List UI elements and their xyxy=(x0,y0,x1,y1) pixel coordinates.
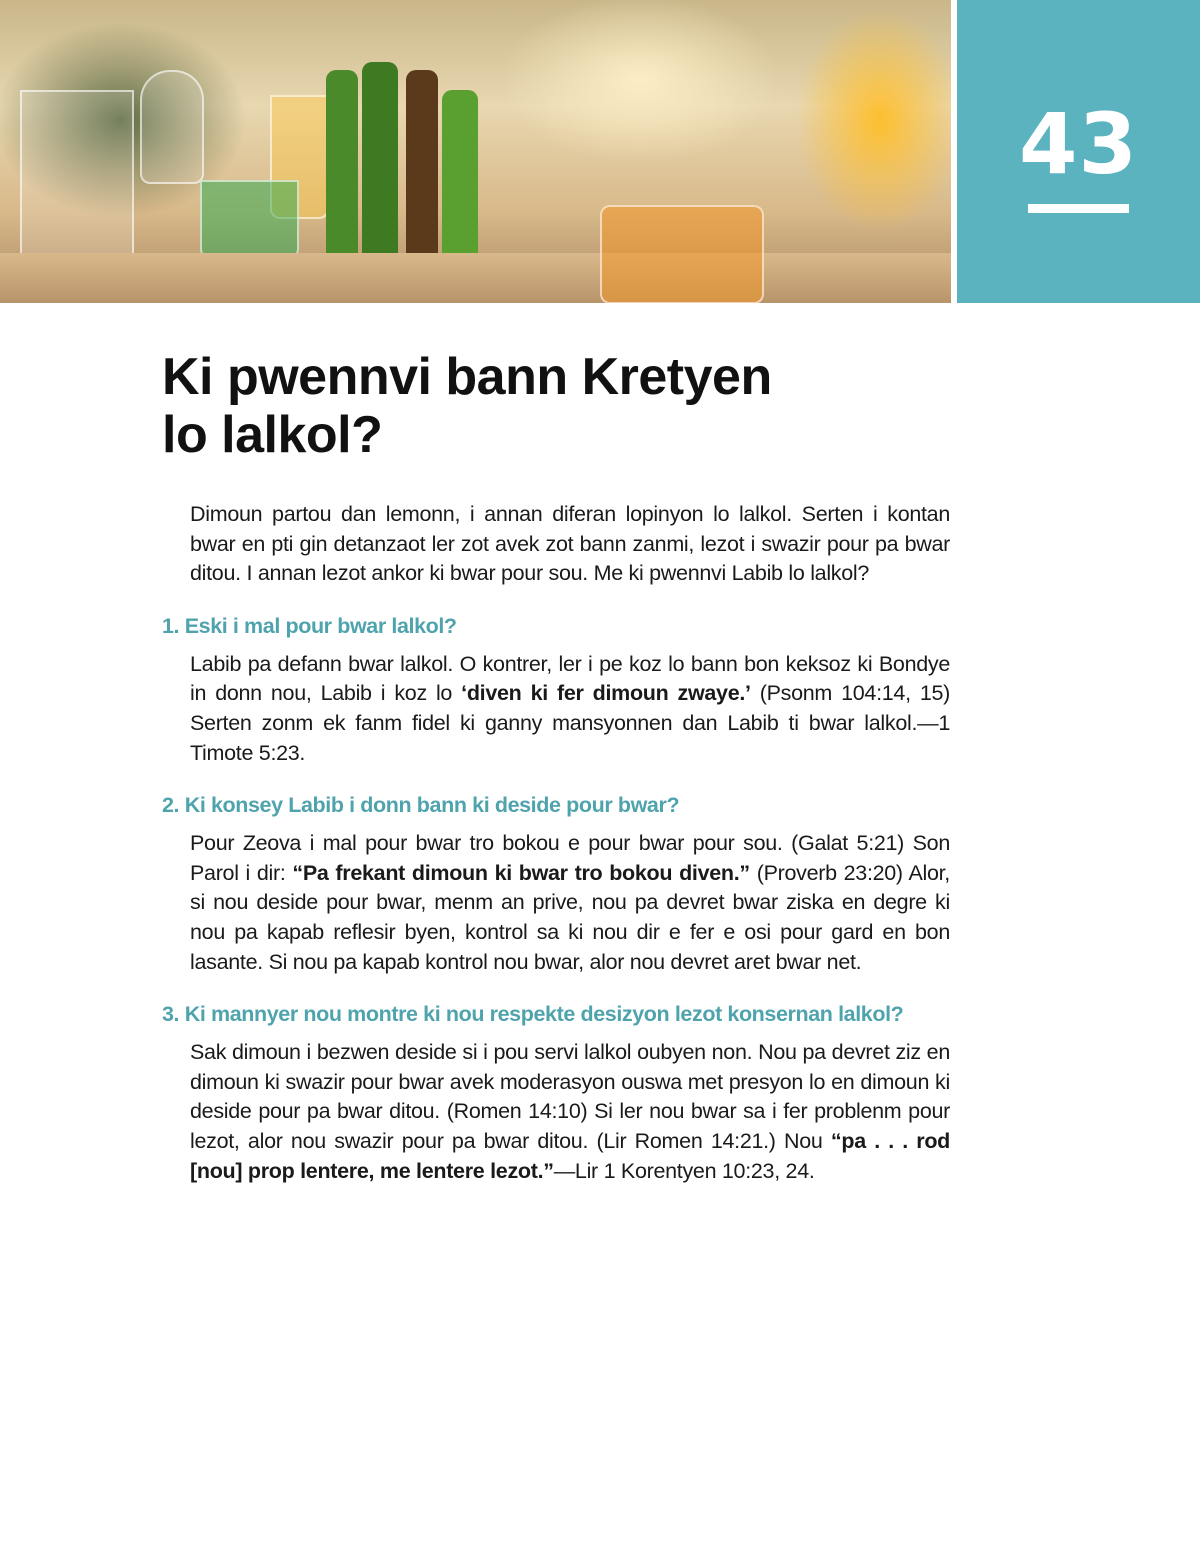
title-line-1: Ki pwennvi bann Kretyen xyxy=(162,348,772,406)
text: (Proverb 23:20) Alor, si nou deside pour bwar, menm an prive, nou pa devret bwar ziska en degre ki nou pa kapab reflesir byen, kontrol sa ki nou dir e fer e osi pour gard en bon lasante. Si nou pa kapab kontrol nou bwar, alor nou devret aret bwar net. xyxy=(190,860,950,974)
wine-glass xyxy=(140,70,204,184)
table xyxy=(0,253,951,303)
text: Labib pa defann bwar lalkol. O kontrer, ler i pe koz lo bann bon keksoz ki Bondye in donn nou, Labib i koz lo xyxy=(190,651,950,706)
section-heading-3: 3. Ki mannyer nou montre ki nou respekte desizyon lezot konsernan lalkol? xyxy=(162,1002,904,1027)
text: —Lir 1 Korentyen 10:23, 24. xyxy=(553,1158,815,1183)
beer-bottle xyxy=(362,62,398,273)
chapter-number: 43 xyxy=(1019,95,1138,193)
section-paragraph-2 xyxy=(190,829,950,977)
beer-bottle xyxy=(406,70,438,273)
section-heading-1: 1. Eski i mal pour bwar lalkol? xyxy=(162,613,457,638)
article-body xyxy=(162,500,950,1186)
title-line-2: lo lalkol? xyxy=(162,406,383,464)
beer-bottle xyxy=(442,90,478,273)
scripture-quote: “pa . . . rod [nou] prop lentere, me lentere lezot.” xyxy=(190,1128,950,1183)
beer-glass xyxy=(600,205,764,303)
section-paragraph-3 xyxy=(190,1038,950,1186)
intro-paragraph: Dimoun partou dan lemonn, i annan diferan lopinyon lo lalkol. Serten i kontan bwar en pti gin detanzaot ler zot avek zot bann zanmi, lezot i swazir pour pa bwar ditou. I annan lezot ankor ki bwar pour sou. Me ki pwennvi Labib lo lalkol? xyxy=(190,502,950,586)
section-paragraph-1 xyxy=(190,650,950,768)
beer-bottle xyxy=(326,70,358,273)
page-title xyxy=(162,348,772,464)
green-glasses xyxy=(200,180,299,259)
chapter-number-box xyxy=(957,0,1200,303)
header-photo-drinks xyxy=(0,0,951,303)
text: Sak dimoun i bezwen deside si i pou servi lalkol oubyen non. Nou pa devret ziz en dimoun ki swazir pour bwar avek moderasyon ouswa met presyon lo en dimoun ki deside pour pa bwar ditou. (Romen 14:10) Si ler nou bwar sa i fer problenm pour lezot, alor nou swazir pour pa bwar ditou. (Lir Romen 14:21.) Nou xyxy=(190,1040,950,1153)
scripture-quote: ‘diven ki fer dimoun zwaye.’ xyxy=(461,681,751,706)
section-heading-2: 2. Ki konsey Labib i donn bann ki deside pour bwar? xyxy=(162,793,680,818)
scripture-quote: “Pa frekant dimoun ki bwar tro bokou diven.” xyxy=(292,860,750,885)
chapter-number-underline xyxy=(1028,204,1129,213)
text: (Psonm 104:14, 15) Serten zonm ek fanm fidel ki ganny mansyonnen dan Labib ti bwar lalkol.—1 Timote 5:23. xyxy=(190,681,950,765)
text: Pour Zeova i mal pour bwar tro bokou e pour bwar pour sou. (Galat 5:21) Son Parol i dir: xyxy=(190,831,950,885)
